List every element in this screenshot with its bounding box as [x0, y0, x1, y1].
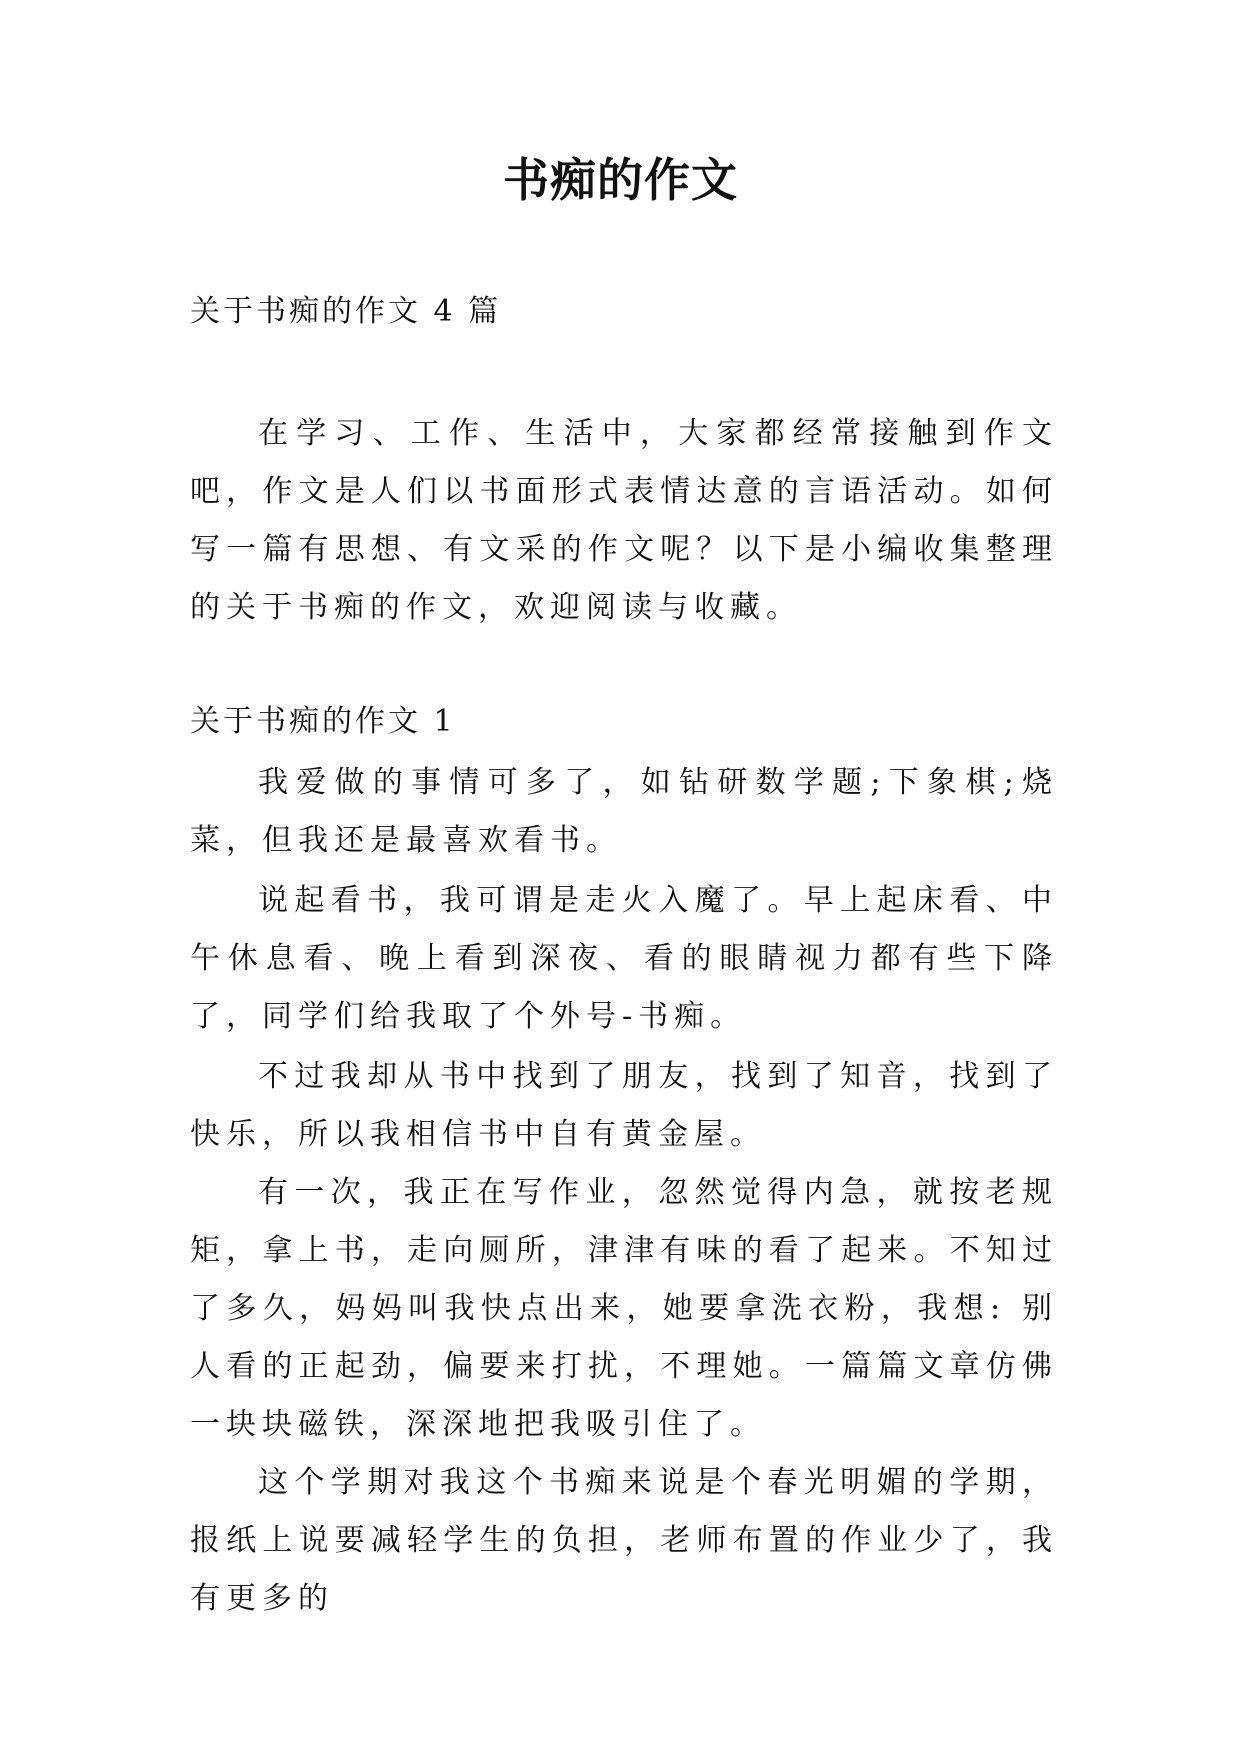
essay-paragraph: 我爱做的事情可多了，如钻研数学题;下象棋;烧菜，但我还是最喜欢看书。 [190, 765, 1058, 858]
document-title: 书痴的作文 [503, 153, 738, 207]
essay-heading: 关于书痴的作文 1 [190, 704, 456, 739]
document-subtitle: 关于书痴的作文 4 篇 [190, 294, 502, 329]
essay-paragraph: 有一次，我正在写作业，忽然觉得内急，就按老规矩，拿上书，走向厕所，津津有味的看了起来。不知过了多久，妈妈叫我快点出来，她要拿洗衣粉，我想: 别人看的正起劲，偏要来打扰，不理她。一篇篇文章仿佛一块块磁铁，深深地把我吸引住了。 [190, 1175, 1058, 1442]
essay-paragraph: 不过我却从书中找到了朋友，找到了知音，找到了快乐，所以我相信书中自有黄金屋。 [190, 1059, 1058, 1152]
intro-paragraph: 在学习、工作、生活中，大家都经常接触到作文吧，作文是人们以书面形式表情达意的言语活动。如何写一篇有思想、有文采的作文呢？以下是小编收集整理的关于书痴的作文，欢迎阅读与收藏。 [190, 416, 1058, 625]
essay-paragraph: 这个学期对我这个书痴来说是个春光明媚的学期，报纸上说要减轻学生的负担，老师布置的作业少了，我有更多的 [190, 1465, 1058, 1616]
essay-paragraph: 说起看书，我可谓是走火入魔了。早上起床看、中午休息看、晚上看到深夜、看的眼睛视力都有些下降了，同学们给我取了个外号-书痴。 [190, 883, 1058, 1034]
